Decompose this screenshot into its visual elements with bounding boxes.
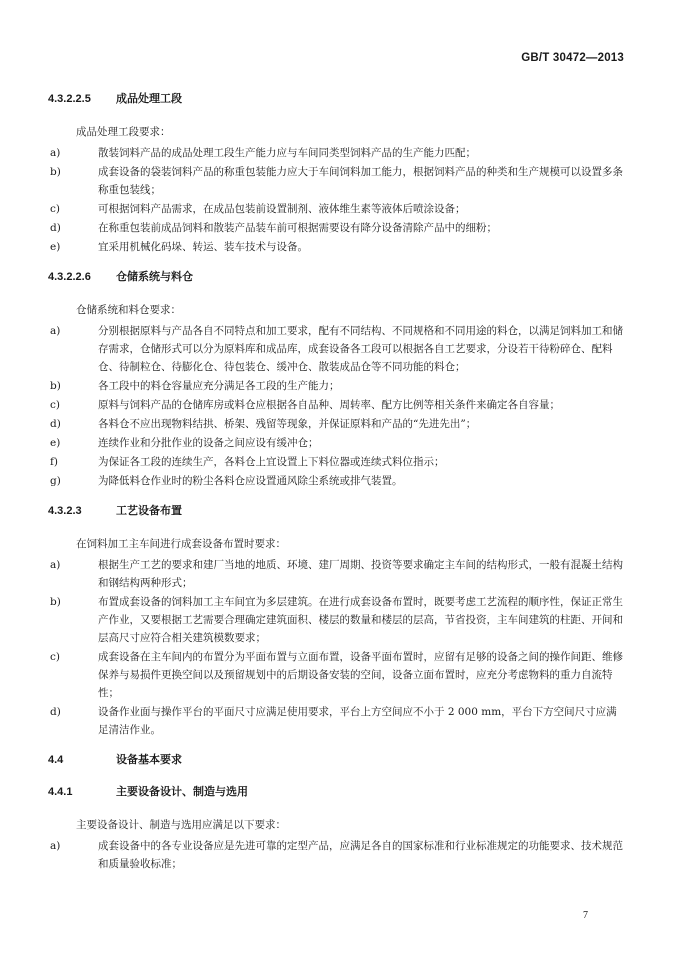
- section-number: 4.4.1: [48, 786, 73, 798]
- list-item: [48, 322, 623, 376]
- section-heading: [48, 753, 623, 767]
- list-marker: b): [50, 380, 61, 392]
- list-text: 各料仓不应出现物料结拱、桥架、残留等现象，并保证原料和产品的“先进先出”；: [98, 418, 477, 430]
- list-item: [48, 648, 623, 702]
- section-intro: 成品处理工段要求：: [76, 126, 171, 138]
- list-marker: d): [50, 706, 61, 718]
- list-marker: d): [50, 222, 61, 234]
- list-marker: g): [50, 475, 61, 487]
- section-title: 工艺设备布置: [116, 505, 182, 517]
- section-main-equipment: [48, 785, 623, 873]
- list-item: [48, 434, 623, 452]
- list-text: 布置成套设备的饲料加工主车间宜为多层建筑。在进行成套设备布置时，既要考虑工艺流程的顺序性，保证正常生产作业，又要根据工艺需要合理确定建筑面积、楼层的数量和楼层的层高，节省投资，主车间建筑的柱距、开间和层高尺寸应符合相关建筑模数要求；: [98, 596, 623, 644]
- section-equipment-layout: [48, 504, 623, 739]
- list-item: [48, 163, 623, 199]
- list-text: 成套设备中的各专业设备应是先进可靠的定型产品，应满足各自的国家标准和行业标准规定的功能要求、技术规范和质量验收标准；: [98, 840, 623, 870]
- list-item: [48, 200, 623, 218]
- section-title: 主要设备设计、制造与选用: [116, 786, 248, 798]
- list-text: 可根据饲料产品需求，在成品包装前设置制剂、液体维生素等液体后喷涂设备；: [98, 203, 466, 215]
- list-item: [48, 238, 623, 256]
- list-marker: e): [50, 437, 61, 449]
- section-intro: 在饲料加工主车间进行成套设备布置时要求：: [76, 538, 286, 550]
- list-text: 为保证各工段的连续生产，各料仓上宜设置上下料位器或连续式料位指示；: [98, 456, 445, 468]
- section-number: 4.4: [48, 754, 64, 766]
- section-heading: [48, 270, 623, 284]
- list-text: 连续作业和分批作业的设备之间应设有缓冲仓；: [98, 437, 319, 449]
- list-text: 分别根据原料与产品各自不同特点和加工要求，配有不同结构、不同规格和不同用途的料仓，以满足饲料加工和储存需求，仓储形式可以分为原料库和成品库，成套设备各工段可以根据各自工艺要求，分设若干待粉碎仓、配料仓、待制粒仓、待膨化仓、待包装仓、缓冲仓、散装成品仓等不同功能的料仓；: [98, 325, 623, 373]
- list-item: [48, 556, 623, 592]
- list-marker: a): [50, 147, 61, 159]
- list-item: [48, 219, 623, 237]
- list-text: 成套设备的袋装饲料产品的称重包装能力应大于车间饲料加工能力，根据饲料产品的种类和生产规模可以设置多条称重包装线；: [98, 166, 623, 196]
- section-title: 成品处理工段: [116, 93, 182, 105]
- list-item: [48, 415, 623, 433]
- list-text: 散装饲料产品的成品处理工段生产能力应与车间同类型饲料产品的生产能力匹配；: [98, 147, 476, 159]
- list-text: 成套设备在主车间内的布置分为平面布置与立面布置，设备平面布置时，应留有足够的设备之间的操作间距、维修保养与易损件更换空间以及预留规划中的后期设备安装的空间，设备立面布置时，应充分考虑物料的重力自流特性；: [98, 651, 623, 699]
- section-number: 4.3.2.3: [48, 505, 82, 517]
- section-basic-requirements: [48, 753, 623, 767]
- section-heading: [48, 504, 623, 518]
- section-intro: 主要设备设计、制造与选用应满足以下要求：: [76, 819, 286, 831]
- section-finished-product: [48, 92, 623, 256]
- list-item: [48, 377, 623, 395]
- list-marker: a): [50, 840, 61, 852]
- section-number: 4.3.2.2.5: [48, 93, 91, 105]
- list-marker: c): [50, 399, 60, 411]
- section-intro: 仓储系统和料仓要求：: [76, 304, 181, 316]
- section-heading: [48, 92, 623, 106]
- list-item: [48, 593, 623, 647]
- list-text: 宜采用机械化码垛、转运、装车技术与设备。: [98, 241, 308, 253]
- section-storage-silo: [48, 270, 623, 490]
- section-title: 仓储系统与料仓: [116, 271, 193, 283]
- list-text: 为降低料仓作业时的粉尘各料仓应设置通风除尘系统或排气装置。: [98, 475, 403, 487]
- list-text: 根据生产工艺的要求和建厂当地的地质、环境、建厂周期、投资等要求确定主车间的结构形式，一般有混凝土结构和钢结构两种形式；: [98, 559, 623, 589]
- list-marker: e): [50, 241, 61, 253]
- list-marker: d): [50, 418, 61, 430]
- list-item: [48, 144, 623, 162]
- list-marker: c): [50, 651, 60, 663]
- list-item: [48, 703, 623, 739]
- list-text: 各工段中的料仓容量应充分满足各工段的生产能力；: [98, 380, 340, 392]
- section-number: 4.3.2.2.6: [48, 271, 91, 283]
- list-marker: f): [50, 456, 58, 468]
- list-item: [48, 837, 623, 873]
- list-marker: b): [50, 166, 61, 178]
- list-text: 在称重包装前成品饲料和散装产品装车前可根据需要设有降分设备清除产品中的细粉；: [98, 222, 497, 234]
- list-item: [48, 396, 623, 414]
- list-item: [48, 453, 623, 471]
- list-marker: b): [50, 596, 61, 608]
- list-marker: a): [50, 559, 61, 571]
- list-text: 原料与饲料产品的仓储库房或料仓应根据各自品种、周转率、配方比例等相关条件来确定各自容量；: [98, 399, 560, 411]
- list-text: 设备作业面与操作平台的平面尺寸应满足使用要求，平台上方空间应不小于 2 000 mm，平台下方空间尺寸应满足清洁作业。: [98, 706, 617, 736]
- list-marker: c): [50, 203, 60, 215]
- section-title: 设备基本要求: [116, 754, 182, 766]
- standard-number: GB/T 30472—2013: [521, 52, 624, 64]
- section-heading: [48, 785, 623, 799]
- list-marker: a): [50, 325, 61, 337]
- page-number: 7: [583, 910, 588, 921]
- document-body: [48, 92, 623, 887]
- list-item: [48, 472, 623, 490]
